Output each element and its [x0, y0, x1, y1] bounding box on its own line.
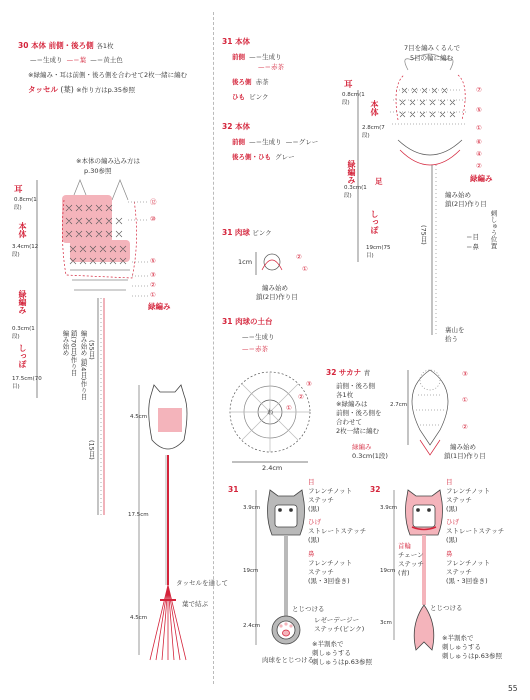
row-marker: ⑩ — [150, 215, 156, 223]
meatbase-chart — [230, 372, 310, 462]
f31-whisker — [308, 518, 366, 545]
top-back-1: 裏山を — [445, 326, 465, 334]
meatball-chart — [256, 252, 282, 275]
tassel-attach: タッセルを通して — [176, 579, 228, 587]
row-marker: ② — [150, 281, 156, 289]
top-row-marker: ⑤ — [476, 106, 482, 114]
f32-num: 32 — [370, 485, 381, 494]
r32-legend: —＝グレー — [285, 138, 319, 146]
f31-note-3: 刺しゅうはp.63参照 — [312, 658, 372, 666]
diagram-note-1: ※本体の編み込み方は — [76, 157, 140, 165]
r32-legend: —＝生成り — [249, 138, 282, 146]
f31-lazy-1: レゼーデージー — [314, 616, 360, 624]
f31-nose-2: フレンチノット — [308, 559, 353, 567]
meatball-start-1: 編み始め — [262, 284, 288, 292]
meatbase-marker: ② — [298, 393, 304, 401]
row-marker: ① — [150, 291, 156, 299]
top-foot-label: 足 — [375, 177, 383, 186]
fish-start-1: 編み始め — [450, 443, 476, 451]
f31-whisker-2: ストレートステッチ — [308, 527, 367, 535]
r31-front — [232, 52, 282, 61]
top-note-1: 7目を編みくるんで — [404, 44, 461, 52]
fish-marker: ② — [462, 423, 468, 431]
body-dim: 3.4cm(12段) — [12, 244, 39, 258]
f32-collar-1: 首輪 — [398, 542, 411, 550]
f32-dim-top: 3.9cm — [380, 505, 398, 511]
left-heading — [18, 40, 113, 51]
r32-front — [232, 137, 318, 146]
r31-sub3: ひも — [232, 93, 245, 101]
row-marker: ⑫ — [150, 198, 157, 206]
f32-nose-1: 鼻 — [446, 550, 453, 558]
r31-legend: —＝生成り — [249, 53, 282, 61]
finished31-graphic — [256, 490, 305, 645]
page-number: 55 — [508, 684, 518, 693]
top-note-2: 5目の輪に編む — [410, 54, 454, 62]
r31-back — [232, 77, 269, 86]
meatball-heading — [222, 227, 272, 238]
start-note-3: 編み始め 鎖(4目)作り目 — [79, 330, 88, 400]
f32-attach: とじつける — [430, 604, 463, 612]
top-row-marker: ⑥ — [476, 138, 482, 146]
f32-dim-bot: 3cm — [380, 620, 392, 626]
f31-lazy-2: ステッチ(ピンク) — [314, 625, 365, 633]
f31-dim-top: 3.9cm — [243, 505, 261, 511]
r32-back — [232, 152, 295, 161]
f31-nose-1: 鼻 — [308, 550, 315, 558]
left-heading-title: 本体 前側・後ろ側 — [31, 41, 94, 50]
r31-sub2: 後ろ側 — [232, 78, 252, 86]
meatbase-num: 31 — [222, 317, 233, 326]
f31-eye-2: フレンチノット — [308, 487, 353, 495]
meatbase-marker: ③ — [306, 380, 312, 388]
r31-heading — [222, 36, 250, 47]
tassel-tie: 葉で結ぶ — [182, 600, 208, 608]
f32-nose — [446, 550, 490, 586]
tassel-line — [28, 84, 135, 95]
row-marker: ⑤ — [150, 257, 156, 265]
top-start-1: 編み始め — [445, 191, 471, 199]
f31-note — [312, 640, 372, 667]
f31-eye-4: (黒) — [308, 505, 320, 513]
edge-marker: 緑編み — [148, 302, 171, 311]
f32-whisker-2: ストレートステッチ — [446, 527, 505, 535]
f32-nose-2: フレンチノット — [446, 559, 491, 567]
left-heading-num: 30 — [18, 41, 29, 50]
r31-sub3-color: ピンク — [249, 93, 269, 101]
f32-nose-4: (黒・3回巻き) — [446, 577, 488, 585]
top-ear-dim: 0.8cm(1段) — [342, 92, 365, 106]
f32-whisker — [446, 518, 504, 545]
body-label: 本体 — [18, 222, 27, 238]
f32-eye-2: フレンチノット — [446, 487, 491, 495]
top-edge-marker: 緑編み — [470, 174, 493, 183]
legend-item: —＝黄土色 — [90, 56, 123, 64]
edge-label: 緑編み — [18, 290, 27, 314]
fish-marker: ③ — [462, 370, 468, 378]
top-row-marker: ② — [476, 162, 482, 170]
meatbase-width: 2.4cm — [262, 464, 283, 472]
meatbase-legend: —＝生成り — [242, 333, 275, 341]
start-note-2: 鎖(70目)作り目 — [69, 330, 78, 376]
top-body-dim: 2.8cm(7段) — [362, 125, 385, 139]
fish-note: 合わせて — [336, 418, 362, 426]
f32-collar-3: ステッチ — [398, 560, 424, 568]
r32-heading — [222, 121, 250, 132]
fish-title: サカナ — [338, 368, 362, 377]
r31-sub2-color: 赤茶 — [255, 78, 269, 86]
top-edge-label: 緑編み — [347, 160, 356, 184]
r31-sub1: 前側 — [232, 53, 245, 61]
f31-nose-4: (黒・3回巻き) — [308, 577, 350, 585]
f32-note-3: 刺しゅうはp.63参照 — [442, 652, 502, 660]
f31-dim-bot: 2.4cm — [243, 623, 261, 629]
r31-num: 31 — [222, 37, 233, 46]
r32-sub1: 前側 — [232, 138, 245, 146]
left-dim-bot: 4.5cm — [130, 615, 148, 621]
meatbase-title: 肉球の土台 — [235, 317, 273, 326]
row-marker: ③ — [150, 271, 156, 279]
fish-note: 各1枚 — [336, 391, 354, 399]
stitch-55: (55目) — [87, 340, 96, 360]
fish-heading — [326, 367, 370, 378]
left-dim-mid: 17.5cm — [128, 512, 149, 518]
fish-marker: ① — [462, 396, 468, 404]
f31-note-1: ※半割糸で — [312, 640, 344, 648]
top-body-label: 本体 — [370, 100, 379, 116]
top-edge-dim: 0.3cm(1段) — [344, 185, 367, 199]
f31-attach: とじつける — [292, 605, 325, 613]
r31-string — [232, 92, 269, 101]
fish-edge-1: 緑編み — [352, 443, 372, 451]
meatball-start-2: 鎖(2目)作り目 — [256, 293, 298, 301]
r32-num: 32 — [222, 122, 233, 131]
meatball-marker: ① — [302, 265, 308, 273]
f32-whisker-1: ひげ — [446, 518, 459, 526]
top-row-marker: ⑦ — [476, 86, 482, 94]
fish-num: 32 — [326, 368, 337, 377]
f32-eye — [446, 478, 490, 514]
top-pos: 刺しゅう位置 — [489, 210, 498, 249]
meatball-color: ピンク — [252, 229, 272, 237]
start-note-1: 編み始め — [61, 330, 70, 356]
legend-item: —＝葉 — [66, 56, 87, 64]
f32-note — [442, 634, 502, 661]
meatball-marker: ② — [296, 253, 302, 261]
top-row-marker: ① — [476, 124, 482, 132]
f31-whisker-3: (黒) — [308, 536, 320, 544]
tail-label: しっぽ — [18, 344, 27, 368]
top-ear-label: 耳 — [344, 80, 353, 90]
tassel-label: タッセル — [28, 85, 58, 94]
r31-title: 本体 — [235, 37, 251, 46]
top-start-2: 鎖(2目)作り目 — [445, 200, 487, 208]
f32-collar-2: チェーン — [398, 551, 424, 559]
top-pos-nose: ＝鼻 — [466, 243, 479, 251]
r32-sub2: 後ろ側・ひも — [232, 153, 271, 161]
f32-eye-3: ステッチ — [446, 496, 472, 504]
stitch-15: (15目) — [87, 440, 96, 460]
r31-legend: —＝赤茶 — [258, 63, 284, 71]
left-dim-top: 4.5cm — [130, 414, 148, 420]
f31-nose-3: ステッチ — [308, 568, 334, 576]
f31-nose — [308, 550, 352, 586]
tassel-color: (葉) — [60, 85, 74, 94]
top-stitch-75: (75目) — [419, 225, 428, 245]
legend-item: —＝生成り — [30, 56, 63, 64]
meatbase-marker: ① — [286, 404, 292, 412]
f32-note-1: ※半割糸で — [442, 634, 474, 642]
fish-edge-2: 0.3cm(1段) — [352, 452, 388, 460]
top-tail-dim: 19cm(75目) — [366, 245, 391, 259]
left-legend — [30, 55, 123, 64]
fish-note: ※緑編みは — [336, 400, 368, 408]
tail-dim: 17.5cm(70目) — [12, 376, 42, 390]
meatball-size: 1cm — [238, 258, 253, 266]
f32-eye-1: 目 — [446, 478, 453, 486]
f32-eye-4: (黒) — [446, 505, 458, 513]
fish-chart — [408, 370, 448, 455]
f31-dim-mid: 19cm — [243, 568, 259, 574]
top-row-marker: ④ — [476, 150, 482, 158]
fish-color: 青 — [363, 369, 371, 377]
diagram-note-2: p.30参照 — [84, 167, 112, 175]
fish-start-2: 鎖(1目)作り目 — [444, 452, 486, 460]
meatbase-legend: —＝赤茶 — [242, 345, 268, 353]
left-note: ※緑編み・耳は前側・後ろ側を合わせて2枚一緒に編む — [28, 71, 188, 79]
top-pos-eye: ＝目 — [466, 233, 479, 241]
meatbase-ring: わ — [267, 408, 274, 416]
meatball-num: 31 — [222, 228, 233, 237]
left-heading-count: 各1枚 — [96, 42, 114, 50]
fish-note: 前側・後ろ側 — [336, 382, 375, 390]
meatbase-heading — [222, 316, 273, 327]
r32-title: 本体 — [235, 122, 251, 131]
ear-label: 耳 — [14, 185, 23, 195]
f31-note-2: 刺しゅうする — [312, 649, 351, 657]
f31-whisker-1: ひげ — [308, 518, 321, 526]
f31-eye-1: 目 — [308, 478, 315, 486]
f32-collar-4: (青) — [398, 569, 410, 577]
f31-lazy — [314, 616, 364, 634]
meatball-title: 肉球 — [234, 228, 250, 237]
f31-num: 31 — [228, 485, 239, 494]
f32-note-2: 刺しゅうする — [442, 643, 481, 651]
f32-nose-3: ステッチ — [446, 568, 472, 576]
top-tail-label: しっぽ — [370, 210, 379, 234]
ear-dim: 0.8cm(1段) — [14, 197, 37, 211]
f32-collar — [398, 542, 424, 578]
f31-attach-2: 肉球をとじつける — [262, 656, 314, 664]
fish-height: 2.7cm — [390, 402, 408, 408]
tassel-note: ※作り方はp.35参照 — [76, 86, 136, 94]
f32-dim-mid: 19cm — [380, 568, 396, 574]
f32-whisker-3: (黒) — [446, 536, 458, 544]
fish-note: 2枚一緒に編む — [336, 427, 380, 435]
top-back-2: 拾う — [445, 335, 458, 343]
f31-eye-3: ステッチ — [308, 496, 334, 504]
r32-sub2-color: グレー — [275, 153, 295, 161]
f31-eye — [308, 478, 352, 514]
fish-note: 前側・後ろ側を — [336, 409, 382, 417]
edge-dim: 0.3cm(1段) — [12, 326, 35, 340]
